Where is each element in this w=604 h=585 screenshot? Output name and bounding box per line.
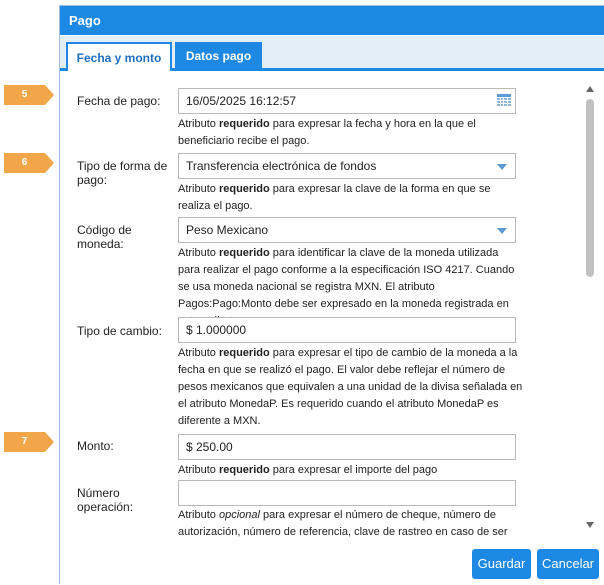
step-marker-arrow: [45, 432, 54, 452]
select-moneda[interactable]: [178, 217, 516, 243]
step-marker-5: [4, 85, 54, 105]
input-num-operacion[interactable]: [178, 480, 516, 506]
dialog-footer: [60, 538, 604, 585]
label-monto: Monto:: [77, 439, 114, 453]
selected-value: Peso Mexicano: [186, 223, 269, 237]
step-marker-label: 5: [4, 85, 45, 105]
input-monto[interactable]: [178, 434, 516, 460]
calendar-icon[interactable]: [497, 94, 511, 107]
tab-datos-pago[interactable]: Datos pago: [175, 42, 262, 71]
step-marker-7: [4, 432, 54, 452]
cancel-button[interactable]: Cancelar: [537, 549, 599, 579]
tab-fecha-y-monto[interactable]: Fecha y monto: [66, 42, 172, 71]
label-fecha-pago: Fecha de pago:: [77, 94, 161, 108]
dialog-title: Pago: [60, 6, 604, 35]
tab-bar: [60, 36, 604, 71]
step-marker-label: 7: [4, 432, 45, 452]
chevron-down-icon[interactable]: [497, 228, 507, 234]
help-forma-pago: Atributo requerido para expresar la clave de la forma en que se realiza el pago.: [178, 183, 491, 212]
scroll-thumb[interactable]: [586, 99, 594, 277]
step-marker-arrow: [45, 85, 54, 105]
label-moneda: Código de moneda:: [77, 223, 132, 251]
scroll-down-arrow-icon[interactable]: [586, 522, 594, 528]
label-forma-pago: Tipo de forma de pago:: [77, 159, 168, 187]
form-area: [60, 72, 580, 538]
selected-value: Transferencia electrónica de fondos: [186, 159, 377, 173]
vertical-scrollbar[interactable]: [583, 86, 597, 528]
help-moneda: Atributo requerido para identificar la clave de la moneda utilizada para realizar el pago conforme a la especificación ISO 4217. Cuando se usa moneda nacional se registra MXN. El atributo Pagos:Pago:Monto debe ser expresado en la moneda registrada en: [178, 247, 515, 310]
select-forma-pago[interactable]: [178, 153, 516, 179]
label-tipo-cambio: Tipo de cambio:: [77, 324, 162, 338]
input-tipo-cambio[interactable]: [178, 317, 516, 343]
save-button[interactable]: Guardar: [472, 549, 531, 579]
date-input-fecha-pago[interactable]: [178, 88, 516, 114]
chevron-down-icon[interactable]: [497, 164, 507, 170]
step-marker-6: [4, 153, 54, 173]
input-value: $ 1.000000: [186, 323, 247, 337]
date-value: 16/05/2025 16:12:57: [186, 94, 297, 108]
help-num-operacion: Atributo opcional para expresar el número de cheque, número de autorización, número de referencia, clave de rastreo en caso de ser: [178, 509, 508, 538]
step-marker-label: 6: [4, 153, 45, 173]
help-fecha-pago: Atributo requerido para expresar la fecha y hora en la que el beneficiario recibe el pago.: [178, 118, 476, 147]
payment-dialog: [59, 5, 604, 584]
input-value: $ 250.00: [186, 440, 233, 454]
help-monto: Atributo requerido para expresar el importe del pago: [178, 464, 438, 476]
label-num-operacion: Número operación:: [77, 486, 134, 514]
scroll-up-arrow-icon[interactable]: [586, 86, 594, 92]
help-tipo-cambio: Atributo requerido para expresar el tipo de cambio de la moneda a la fecha en que se realizó el pago. El valor debe reflejar el número de pesos mexicanos que equivalen a una unidad de la divisa señalada en el atributo MonedaP. Es requerido cuando el atributo MonedaP es diferente a MXN.: [178, 347, 523, 427]
step-marker-arrow: [45, 153, 54, 173]
